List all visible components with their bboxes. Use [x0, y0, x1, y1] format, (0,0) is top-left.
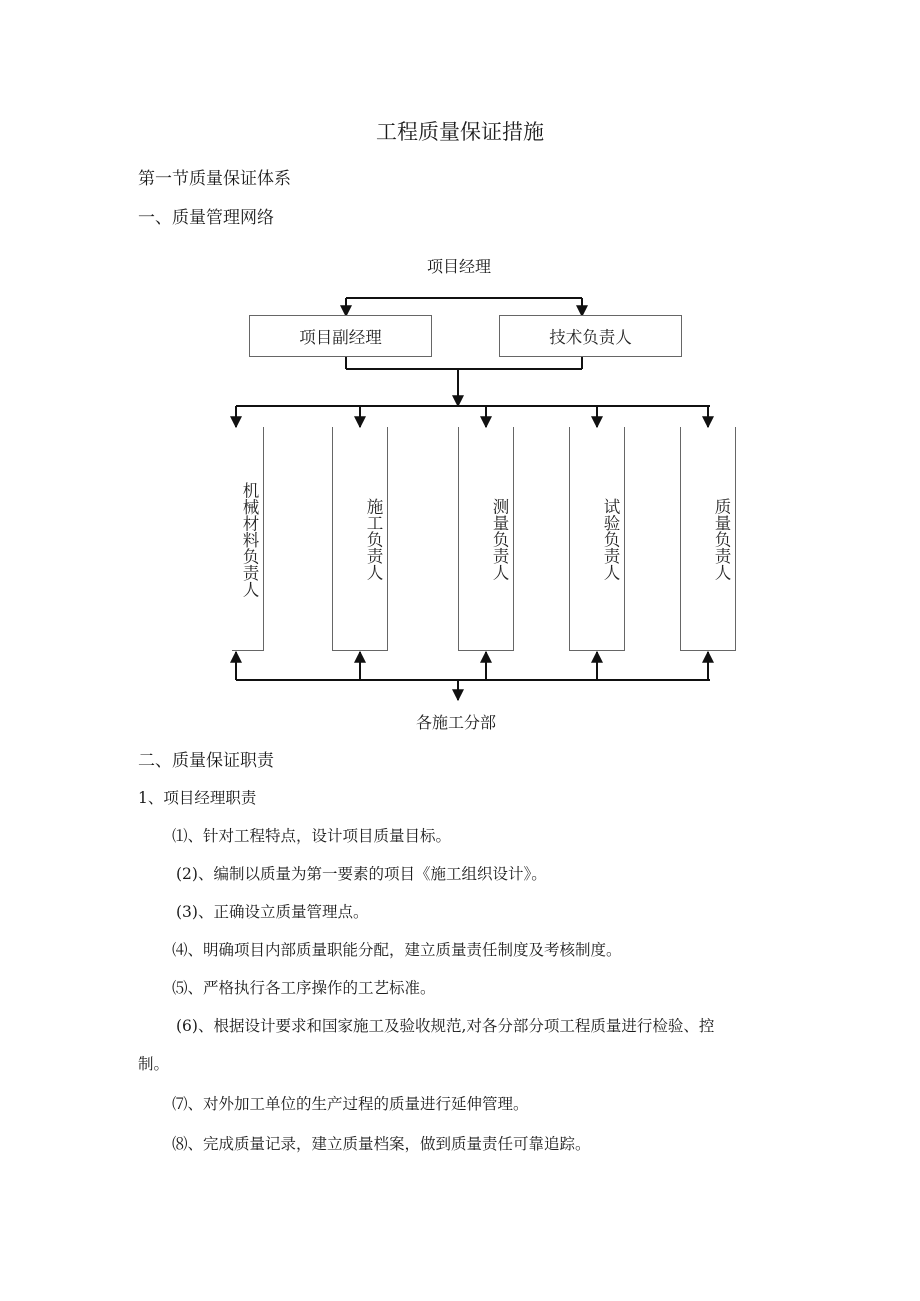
org-node-project-manager: 项目经理: [427, 257, 492, 276]
org-node-deputy-manager: 项目副经理: [249, 315, 432, 357]
org-node-machinery-lead: 机械材料负责人: [232, 427, 264, 651]
org-node-survey-lead: 测量负责人: [458, 427, 514, 651]
subsection-heading-network: 一、质量管理网络: [138, 208, 274, 228]
duty-item: ⑸、严格执行各工序操作的工艺标准。: [172, 979, 436, 997]
org-node-testing-lead: 试验负责人: [569, 427, 625, 651]
org-node-technical-lead: 技术负责人: [499, 315, 682, 357]
duty-item: (2)、编制以质量为第一要素的项目《施工组织设计》。: [176, 865, 547, 883]
duty-item: (3)、正确设立质量管理点。: [176, 903, 369, 921]
org-node-construction-lead: 施工负责人: [332, 427, 388, 651]
duty-item: ⑴、针对工程特点，设计项目质量目标。: [172, 827, 452, 845]
subsection-heading-duties: 二、质量保证职责: [138, 751, 274, 771]
section-heading: 第一节质量保证体系: [138, 169, 291, 189]
org-node-construction-branches: 各施工分部: [416, 713, 497, 732]
org-node-quality-lead: 质量负责人: [680, 427, 736, 651]
duty-item: (6)、根据设计要求和国家施工及验收规范,对各分部分项工程质量进行检验、控: [176, 1017, 715, 1035]
duty-item-continuation: 制。: [138, 1055, 170, 1073]
duty-item: ⑷、明确项目内部质量职能分配，建立质量责任制度及考核制度。: [172, 941, 622, 959]
duty-item: ⑻、完成质量记录，建立质量档案，做到质量责任可靠追踪。: [172, 1135, 591, 1153]
item-heading-pm-duties: 1、项目经理职责: [138, 789, 257, 807]
document-title: 工程质量保证措施: [376, 120, 544, 144]
duty-item: ⑺、对外加工单位的生产过程的质量进行延伸管理。: [172, 1095, 529, 1113]
